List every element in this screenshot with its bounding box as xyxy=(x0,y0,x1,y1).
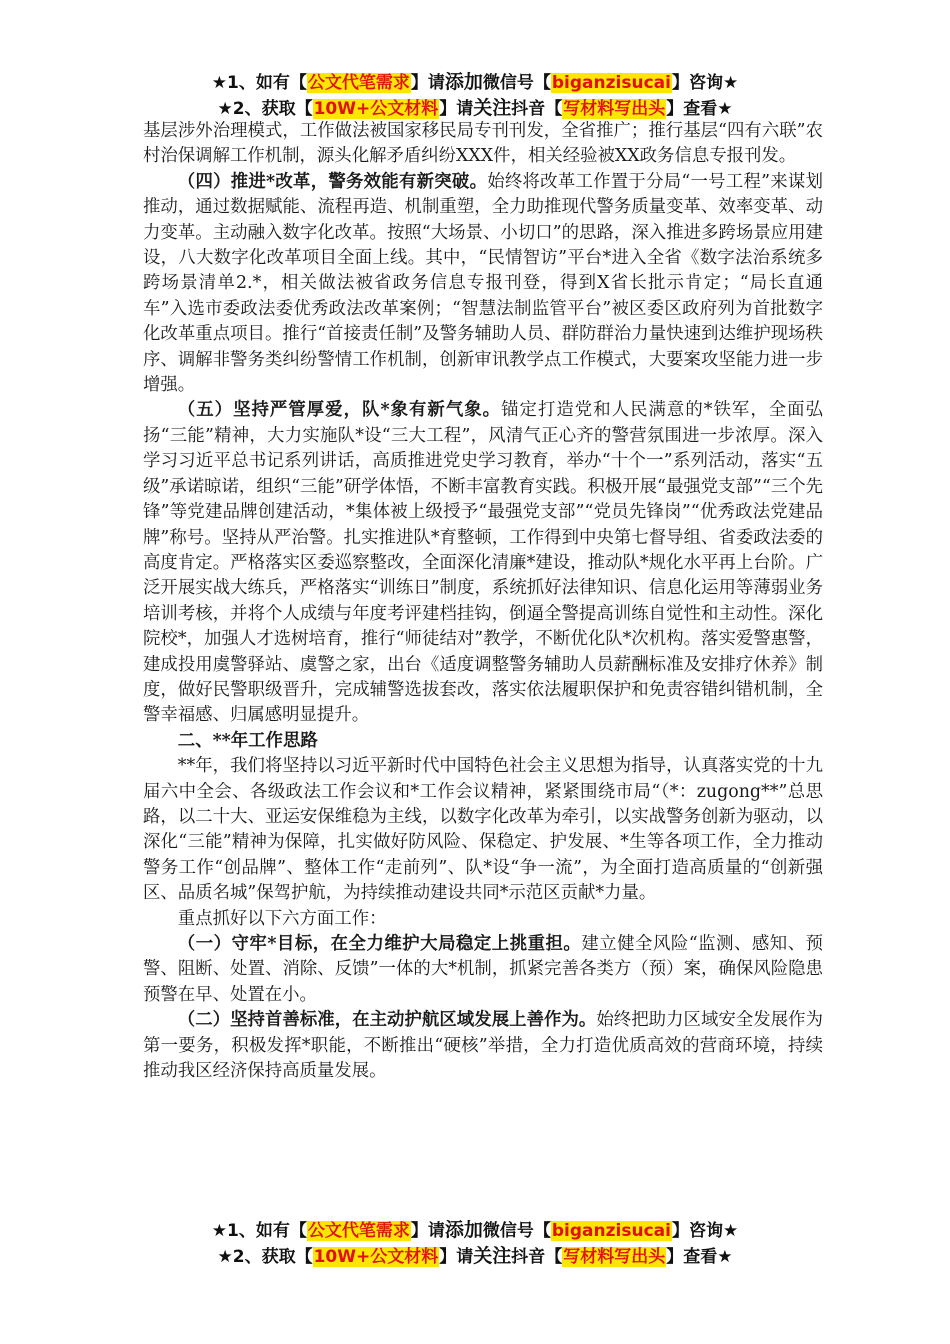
document-body xyxy=(143,119,823,1084)
paragraph: 重点抓好以下六方面工作： xyxy=(177,908,387,929)
highlight-wechat-id: biganzisucai xyxy=(551,73,671,93)
paragraph: （一）守牢*目标，在全力维护大局稳定上挑重担。建立健全风险“监测、感知、预警、阻断、处置、消除、反馈”一体的大*机制，抓紧完善各类方（预）案，确保风险隐患预警在早、处置在小。 xyxy=(143,934,823,1005)
highlight-materials: 10W+公文材料 xyxy=(313,99,439,119)
promo-banner-top xyxy=(0,70,950,122)
paragraph: （五）坚持严管厚爱，队*象有新气象。锚定打造党和人民满意的*铁军，全面弘扬“三能”精神，大力实施队*设“三大工程”，风清气正心齐的警营氛围进一步浓厚。深入学习习近平总书记系列讲话，高质推进党史学习教育，举办“十个一”系列活动，落实“五级”承诺晾诺，组织“三能”研学体悟，不断丰富教育实践。积极开展“最强党支部”“三个先锋”等党建品牌创建活动，*集体被上级授予“最强党支部”“党员先锋岗”“优秀政法党建品牌”称号。坚持从严治警。扎实推进队*育整顿，工作得到中央第七督导组、省委政法委的高度肯定。严格落实区委巡察整改，全面深化清廉*建设，推动队*规化水平再上台阶。广泛开展实战大练兵，严格落实“训练日”制度，系统抓好法律知识、信息化运用等薄弱业务培训考核，并将个人成绩与年度考评建档挂钩，倒逼全警提高训练自觉性和主动性。深化院校*，加强人才选树培育，推行“师徒结对”教学，不断优化队*次机构。落实爱警惠警，建成投用虞警驿站、虞警之家，出台《适度调整警务辅助人员薪酬标准及安排疗休养》制度，做好民警职级晋升，完成辅警选拔套改，落实依法履职保护和免责容错纠错机制，全警幸福感、归属感明显提升。 xyxy=(143,400,823,726)
paragraph: 基层涉外治理模式，工作做法被国家移民局专刊刊发，全省推广；推行基层“四有六联”农村治保调解工作机制，源头化解矛盾纠纷XXX件，相关经验被XX政务信息专报刊发。 xyxy=(143,121,823,167)
highlight-service: 公文代笔需求 xyxy=(307,73,410,93)
paragraph-lead: （四）推进*改革，警务效能有新突破。 xyxy=(177,171,488,192)
promo-line-1: ★1、如有【公文代笔需求】请添加微信号【biganzisucai】咨询★ xyxy=(211,1219,739,1241)
promo-banner-bottom xyxy=(0,1218,950,1270)
paragraph: **年，我们将坚持以习近平新时代中国特色社会主义思想为指导，认真落实党的十九届六中全会、各级政法工作会议和*工作会议精神，紧紧围绕市局“（*：zugong**”总思路，以二十大、亚运安保维稳为主线，以数字化改革为牵引，以实战警务创新为驱动，以深化“三能”精神为保障，扎实做好防风险、保稳定、护发展、*生等各项工作，全力推动警务工作“创品牌”、整体工作“走前列”、队*设“争一流”，为全面打造高质量的“创新强区、品质名城”保驾护航，为持续推动建设共同*示范区贡献*力量。 xyxy=(143,756,823,904)
highlight-service: 公文代笔需求 xyxy=(307,1221,410,1241)
promo-line-2: ★2、获取【10W+公文材料】请关注抖音【写材料写出头】查看★ xyxy=(217,1245,733,1267)
paragraph: （二）坚持首善标准，在主动护航区域发展上善作为。始终把助力区域安全发展作为第一要务，积极发挥*职能，不断推出“硬核”举措，全力打造优质高效的营商环境，持续推动我区经济保持高质量发展。 xyxy=(143,1010,823,1082)
highlight-materials: 10W+公文材料 xyxy=(313,1247,439,1267)
paragraph-lead: （二）坚持首善标准，在主动护航区域发展上善作为。 xyxy=(177,1010,597,1031)
highlight-douyin-account: 写材料写出头 xyxy=(563,99,666,119)
paragraph: （四）推进*改革，警务效能有新突破。始终将改革工作置于分局“一号工程”来谋划推动，通过数据赋能、流程再造、机制重塑，全力助推现代警务质量变革、效率变革、动力变革。主动融入数字化改革。按照“大场景、小切口”的思路，深入推进多跨场景应用建设，八大数字化改革项目全面上线。其中，“民情智访”平台*进入全省《数字法治系统多跨场景清单2.*，相关做法被省政务信息专报刊登，得到X省长批示肯定；“局长直通车”入选市委政法委优秀政法改革案例；“智慧法制监管平台”被区委区政府列为首批数字化改革重点项目。推行“首接责任制”及警务辅助人员、群防群治力量快速到达维护现场秩序、调解非警务类纠纷警情工作机制，创新审讯教学点工作模式，大要案攻坚能力进一步增强。 xyxy=(143,171,823,396)
promo-line-2: ★2、获取【10W+公文材料】请关注抖音【写材料写出头】查看★ xyxy=(217,97,733,119)
section-heading: 二、**年工作思路 xyxy=(177,730,318,751)
paragraph-lead: （五）坚持严管厚爱，队*象有新气象。 xyxy=(177,400,502,421)
highlight-wechat-id: biganzisucai xyxy=(551,1221,671,1241)
paragraph-lead: （一）守牢*目标，在全力维护大局稳定上挑重担。 xyxy=(177,934,582,954)
highlight-douyin-account: 写材料写出头 xyxy=(563,1247,666,1267)
promo-line-1: ★1、如有【公文代笔需求】请添加微信号【biganzisucai】咨询★ xyxy=(211,71,739,93)
